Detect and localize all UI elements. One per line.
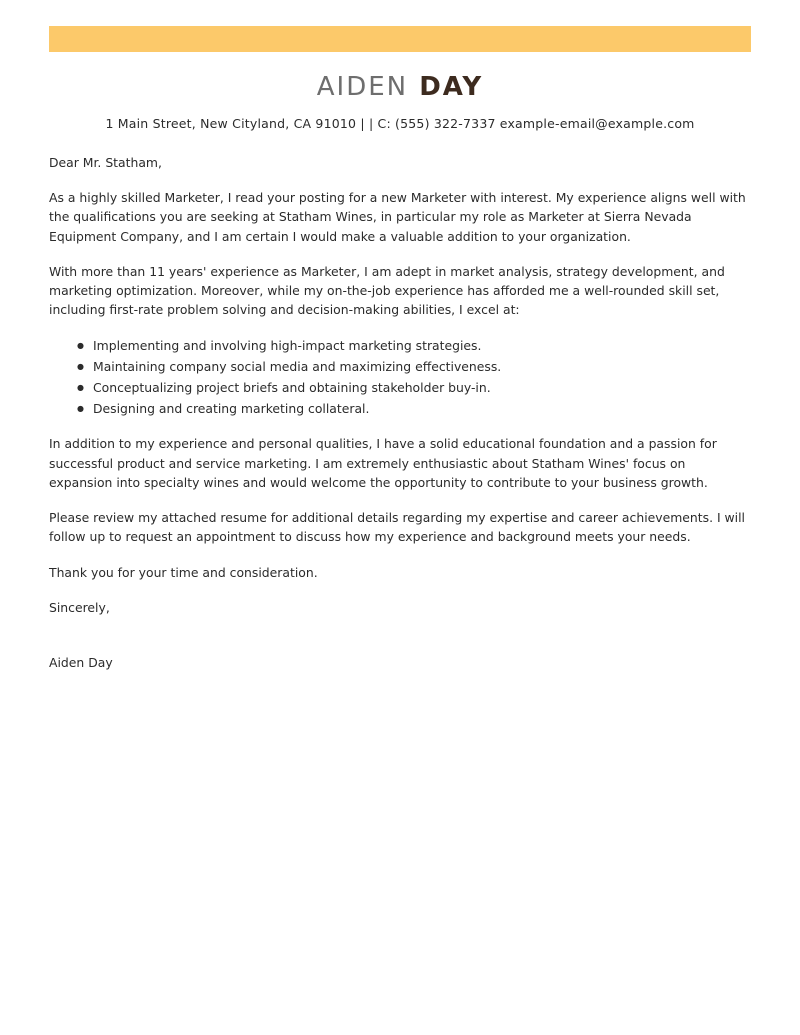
first-name: AIDEN [316, 72, 409, 102]
contact-info-line: 1 Main Street, New Cityland, CA 91010 | | C: (555) 322-7337 example-email@example.com [105, 116, 695, 131]
name-heading [49, 72, 751, 102]
list-item: ● Conceptualizing project briefs and obtaining stakeholder buy-in. [93, 378, 751, 397]
last-name: DAY [419, 72, 484, 102]
letter-body [49, 153, 751, 672]
salutation: Dear Mr. Statham, [49, 155, 162, 170]
letter-content [49, 52, 751, 685]
paragraph-1: As a highly skilled Marketer, I read your posting for a new Marketer with interest. My experience aligns well with the qualifications you are seeking at Statham Wines, in particular my role as Marketer at Sierra Nevada Equipment Company, and I am certain I would make a valuable addition to your organization. [49, 190, 746, 244]
paragraph-5: Thank you for your time and consideration. [49, 564, 318, 580]
signoff: Sincerely, [49, 599, 110, 615]
list-item: ● Maintaining company social media and maximizing effectiveness. [93, 357, 751, 376]
paragraph-4: Please review my attached resume for additional details regarding my expertise and career achievements. I will follow up to request an appointment to discuss how my experience and background meets your needs. [49, 510, 746, 545]
signature-name: Aiden Day [49, 654, 113, 670]
header-accent-bar [49, 26, 751, 52]
paragraph-2: With more than 11 years' experience as Marketer, I am adept in market analysis, strategy development, and marketing optimization. Moreover, while my on-the-job experience has afforded me a well-rounded skill set, including first-rate problem solving and decision-making abilities, I excel at: [49, 263, 725, 318]
paragraph-3: In addition to my experience and personal qualities, I have a solid educational foundation and a passion for successful product and service marketing. I am extremely enthusiastic about Statham Wines' focus on expansion into specialty wines and would welcome the opportunity to contribute to your business growth. [49, 436, 717, 490]
list-item: ● Implementing and involving high-impact marketing strategies. [93, 336, 751, 355]
skills-bullet-list [49, 336, 751, 419]
list-item: ● Designing and creating marketing collateral. [93, 399, 751, 418]
